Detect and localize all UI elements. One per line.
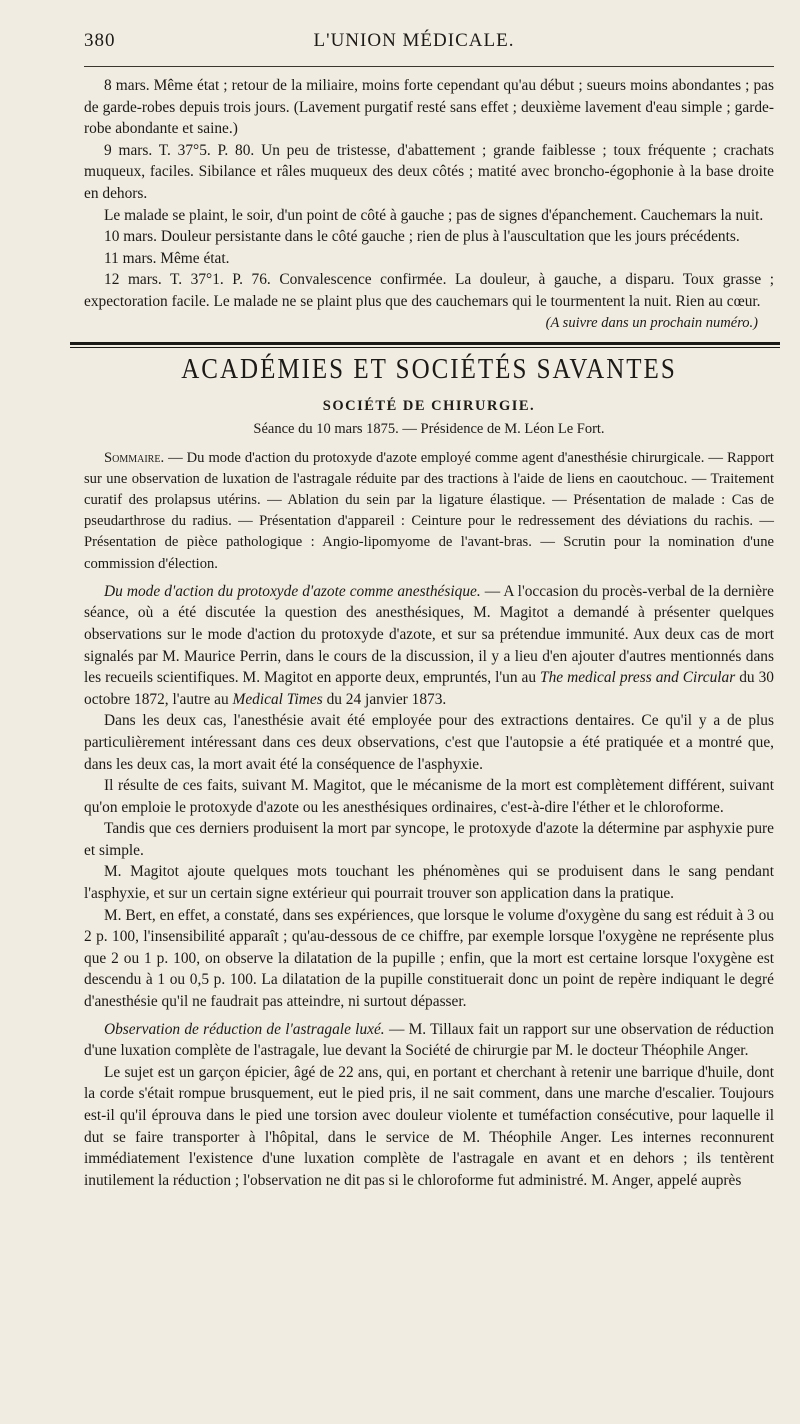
running-head (84, 30, 774, 60)
paragraph-protoxyde (84, 581, 774, 711)
continued-note: (A suivre dans un prochain numéro.) (545, 314, 758, 331)
page-number: 380 (84, 30, 116, 51)
paragraph-text: — M. Tillaux fait un rapport sur une observation de réduction d'une luxation complète de l'astragale, lue devant la Société de chirurgie par M. le docteur Théophile Anger. (84, 1020, 774, 1060)
paragraph-title: Observation de réduction de l'astragale luxé. (104, 1020, 385, 1038)
paragraph-text: — A l'occasion du procès-verbal de la dernière séance, où a été discutée la question des anesthésiques, M. Magitot a demandé à présenter quelques observations sur le mode d'action du protoxyde d'azote, et sur sa prétendue immunité. Aux deux cas de mort signalés par M. Maurice Perrin, dans le cours de la discussion, il y a lieu d'en ajouter d'autres mentionnés dans les recueils scientifiques. M. Magitot en apporte deux, empruntés, l'un au (84, 582, 774, 687)
paragraph-astragale (84, 1019, 774, 1062)
paragraph-text: du 30 octobre 1872, l'autre au (84, 669, 774, 708)
paragraph: Tandis que ces derniers produisent la mort par syncope, le protoxyde d'azote la détermine par asphyxie pure et simple. (84, 820, 774, 859)
sommaire-label: Sommaire. (104, 449, 165, 466)
sommaire (84, 448, 774, 575)
note-11-mars: 11 mars. Même état. (104, 249, 230, 267)
journal-title: L'UNION MÉDICALE. (313, 30, 515, 51)
note-8-mars: 8 mars. Même état ; retour de la miliaire, moins forte cependant qu'au début ; sueurs moins abondantes ; pas de garde-robes depuis trois jours. (Lavement purgatif resté sans effet ; deuxième lavement d'eau simple ; garde-robe abondante et saine.) (84, 77, 774, 138)
paragraph-title: Du mode d'action du protoxyde d'azote comme anesthésique. (104, 582, 481, 600)
note-10-mars: 10 mars. Douleur persistante dans le côté gauche ; rien de plus à l'auscultation que les jours précédents. (104, 228, 740, 246)
note-9-mars: 9 mars. T. 37°5. P. 80. Un peu de tristesse, d'abattement ; grande faiblesse ; toux fréquente ; crachats muqueux, faciles. Sibilance et râles muqueux des deux côtés ; matité avec broncho-égophonie à la base droite en dehors. (84, 141, 774, 202)
note-evening: Le malade se plaint, le soir, d'un point de côté à gauche ; pas de signes d'épanchement. Cauchemars la nuit. (104, 206, 764, 224)
seance-line: Séance du 10 mars 1875. — Présidence de M. Léon Le Fort. (253, 420, 605, 437)
paragraph-text: du 24 janvier 1873. (322, 690, 447, 708)
section-title: ACADÉMIES ET SOCIÉTÉS SAVANTES (181, 353, 677, 385)
paragraph: Dans les deux cas, l'anesthésie avait été employée pour des extractions dentaires. Ce qu'il y a de plus particulièrement intéressant dans ces deux observations, c'est que l'autopsie a été pratiquée et a montré que, dans les deux cas, la mort avait été la conséquence de l'asphyxie. (84, 712, 774, 773)
paragraph: M. Bert, en effet, a constaté, dans ses expériences, que lorsque le volume d'oxygène du sang est réduit à 3 ou 2 p. 100, l'insensibilité apparaît ; qu'au-dessous de ce chiffre, par exemple lorsque l'oxygène ne représente plus que 2 ou 1 p. 100, on observe la dilatation de la pupille ; enfin, que la mort est certaine lorsque l'oxygène est descendu à 1 ou 0,5 p. 100. La dilatation de la pupille constituerait donc un point de repère indiquant le degré d'anesthésie qu'il ne faudrait pas atteindre, ni surtout dépasser. (84, 906, 774, 1011)
sommaire-text: — Du mode d'action du protoxyde d'azote employé comme agent d'anesthésie chirurgicale. — Rapport sur une observation de luxation de l'astragale réduite par des tractions à l'aide de liens en caoutchouc. — Traitement curatif des prolapsus utérins. — Ablation du sein par la ligature élastique. — Présentation de malade : Cas de pseudarthrose du radius. — Présentation d'appareil : Ceinture pour le redressement des déviations du rachis. — Présentation de pièce pathologique : Angio-lipomyome de l'avant-bras. — Scrutin pour la nomination d'une commission d'élection. (84, 449, 774, 572)
paragraph: Il résulte de ces faits, suivant M. Magitot, que le mécanisme de la mort est complètement différent, suivant qu'on emploie le protoxyde d'azote ou les anesthésiques ordinaires, c'est-à-dire l'éther et le chloroforme. (84, 777, 774, 816)
journal-reference: Medical Times (232, 690, 323, 708)
note-12-mars: 12 mars. T. 37°1. P. 76. Convalescence confirmée. La douleur, à gauche, a disparu. Toux grasse ; expectoration facile. Le malade ne se plaint plus que des cauchemars qui le tourmentent la nuit. Rien au cœur. (84, 271, 774, 310)
paragraph: Le sujet est un garçon épicier, âgé de 22 ans, qui, en portant et cherchant à retenir une barrique d'huile, dont la corde s'était rompue brusquement, eut le pied pris, il ne sait comment, dans une marche d'escalier. Toujours est-il qu'il éprouva dans le pied une torsion avec douleur violente et tuméfaction consécutive, pour laquelle il dut se faire transporter à l'hôpital, dans le service de M. Théophile Anger. Les internes reconnurent immédiatement l'existence d'une luxation complète de l'astragale en avant et en dehors ; ils tentèrent inutilement la réduction ; l'observation ne dit pas si le chloroforme fut administré. M. Anger, appelé auprès (84, 1063, 774, 1189)
header-rule (84, 66, 774, 67)
paragraph: M. Magitot ajoute quelques mots touchant les phénomènes qui se produisent dans le sang pendant l'asphyxie, et sur un certain signe extérieur qui pourrait trouver son application dans la pratique. (84, 863, 774, 903)
section-separator (70, 342, 780, 348)
society-heading: SOCIÉTÉ DE CHIRURGIE. (322, 397, 536, 414)
journal-reference: The medical press and Circular (540, 669, 736, 687)
